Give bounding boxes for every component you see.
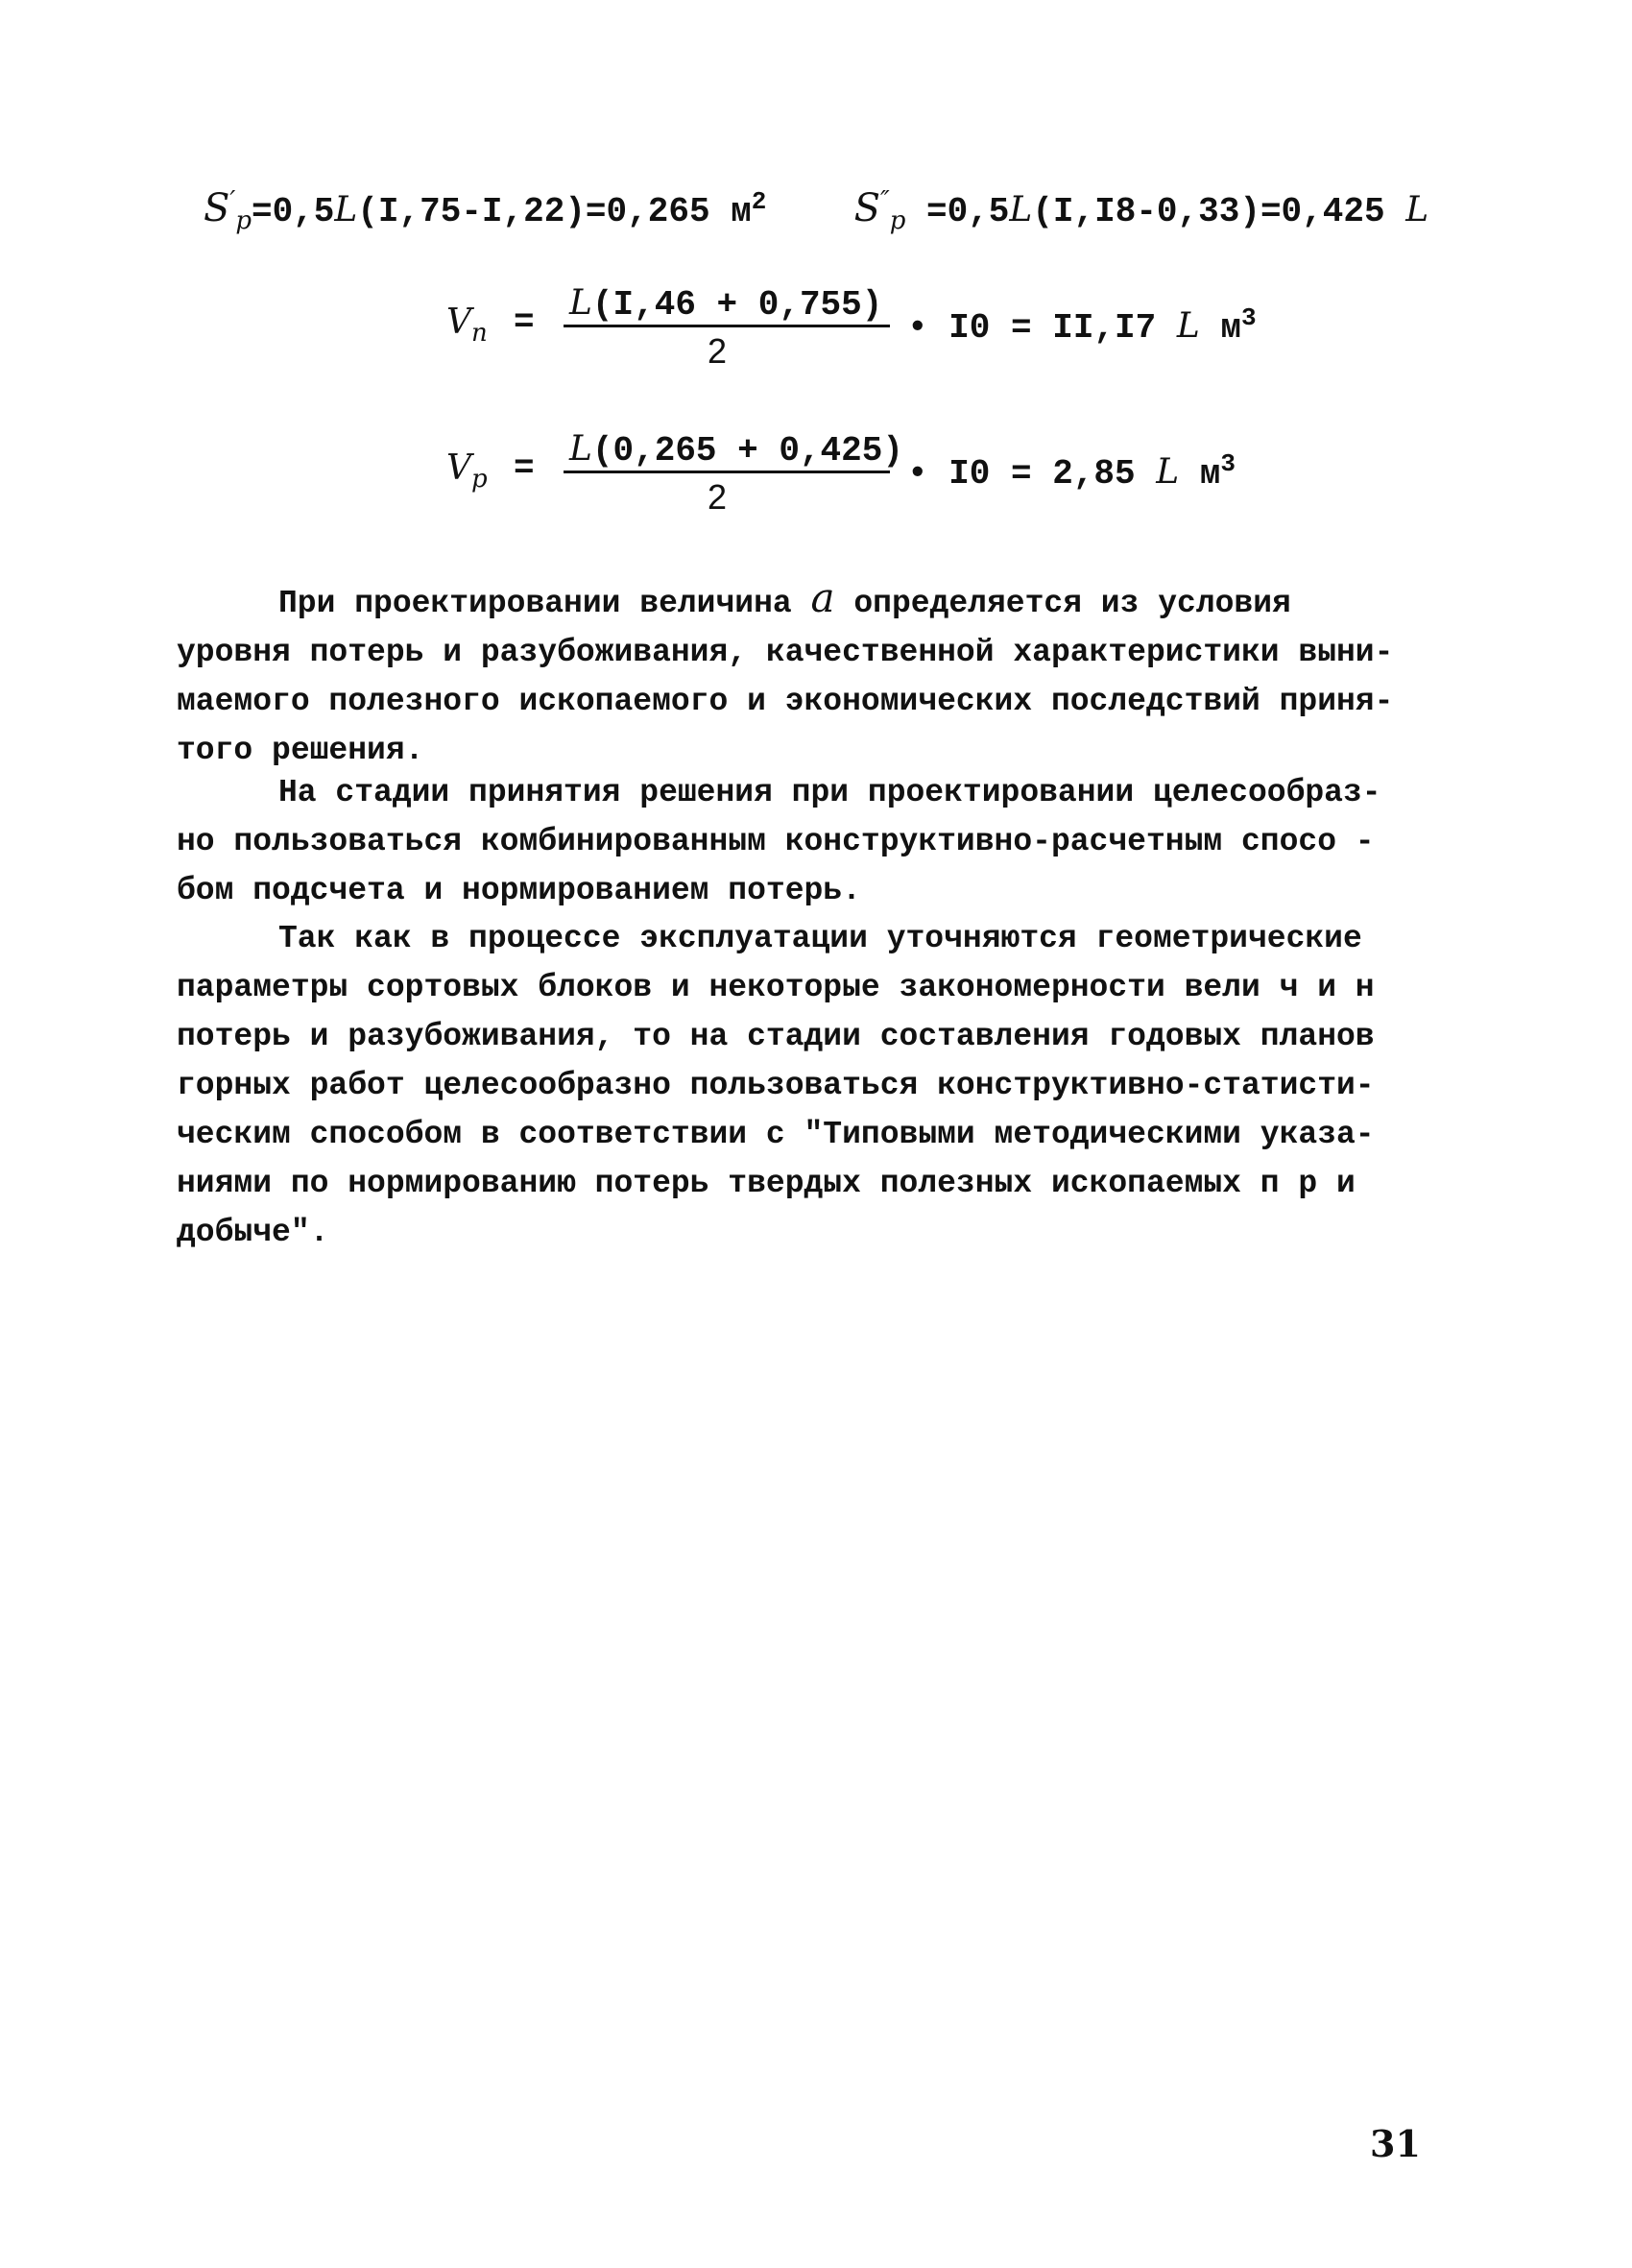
text-line [177,573,1444,628]
subscript-p: р [235,206,252,236]
exponent: 3 [1240,303,1257,332]
s-symbol: S [853,186,880,230]
exponent: 3 [1220,449,1236,478]
page-number: 31 [1370,2122,1421,2165]
v-symbol: V [446,302,471,342]
fraction-denominator: 2 [708,331,728,371]
text-line: параметры сортовых блоков и некоторые закономерности вели ч и н [177,970,1375,1005]
variable-L: L [1009,190,1033,229]
formula-result [907,451,1236,492]
equals-sign: = [514,448,535,488]
text-line: бом подсчета и нормированием потерь. [177,873,861,908]
text-line: горных работ целесообразно пользоваться конструктивно-статисти- [177,1068,1375,1103]
formula-text: =0,5 [251,192,335,231]
double-prime-mark: ″ [880,186,890,215]
numerator-text: (0,265 + 0,425) [591,431,903,470]
subscript-p: р [889,206,906,236]
equals-sign: = [514,302,535,342]
text-segment: определяется из условия [853,586,1291,621]
text-line: уровня потерь и разубоживания, качественной характеристики выни- [177,635,1394,670]
paragraph-decision-stage [177,768,1444,915]
exponent: 2 [751,187,767,216]
text-line: добыче". [177,1215,329,1250]
fraction-numerator [569,429,903,470]
fraction-numerator [569,283,883,325]
variable-L: L [334,190,358,229]
text-line: того решения. [177,733,424,768]
numerator-text: (I,46 + 0,755) [591,285,883,325]
variable-L: L [569,283,592,323]
s-symbol: S [204,186,230,230]
text-line: ческим способом в соответствии с "Типовыми методическими указа- [177,1117,1375,1152]
v-symbol: V [446,448,471,488]
fraction-bar [564,325,890,327]
formula-text: =0,5 [925,192,1010,231]
text-line: ниями по нормированию потерь твердых полезных ископаемых п р и [177,1166,1356,1201]
formula-text: (I,75-I,22)=0,265 м [357,192,752,231]
text-line: На стадии принятия решения при проектировании целесообраз- [278,775,1381,810]
unit: м [1199,454,1221,494]
text-line: Так как в процессе эксплуатации уточняются геометрические [278,921,1362,956]
prime-mark: ′ [229,186,236,215]
variable-L: L [1156,452,1180,492]
result-text: • I0 = II,I7 [907,308,1157,348]
variable-L: L [569,429,592,469]
formula-text: (I,I8-0,33)=0,425 [1032,192,1385,231]
subscript-p: р [471,465,488,495]
paragraph-operation [177,914,1444,1257]
fraction-denominator: 2 [708,477,728,517]
fraction-bar [564,470,890,473]
text-line: но пользоваться комбинированным конструктивно-расчетным спосо - [177,824,1375,859]
text-segment: При проектировании величина [278,586,792,621]
formula-s-values [204,186,1429,236]
variable-a: a [810,574,835,621]
text-line: маемого полезного ископаемого и экономических последствий приня- [177,684,1394,719]
result-text: • I0 = 2,85 [907,454,1136,494]
formula-result [907,305,1257,346]
paragraph-design [177,573,1444,775]
variable-L: L [1176,306,1200,346]
variable-L: L [1405,190,1429,229]
text-line: потерь и разубоживания, то на стадии составления годовых планов [177,1019,1375,1054]
subscript-n: п [471,319,488,349]
unit: м [1220,308,1241,348]
